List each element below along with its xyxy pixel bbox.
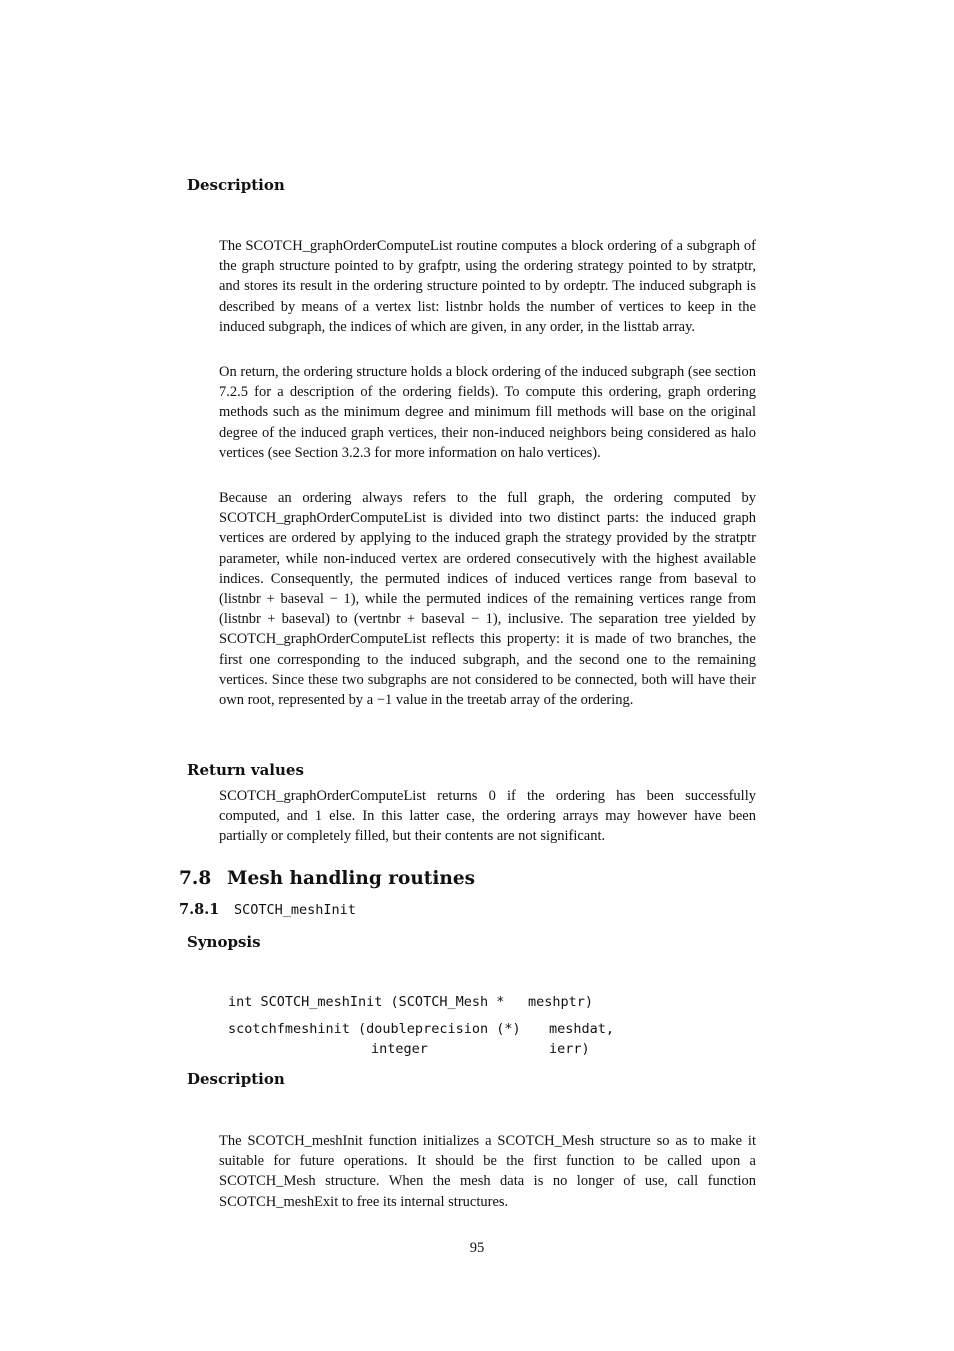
page-number: 95: [469, 1240, 485, 1256]
subsection-title: SCOTCH_meshInit: [234, 902, 356, 918]
return-values-paragraph: SCOTCH_graphOrderComputeList returns 0 if the ordering has been successfully computed, and 1 else. In this latter case, the ordering arrays may however have been partially or completely filled, but their contents are not significant.: [219, 788, 756, 845]
synopsis-heading: Synopsis: [187, 933, 261, 951]
fortran-prototype: scotchfmeshinit (doubleprecision (*): [228, 1021, 521, 1037]
description-heading: Description: [187, 176, 285, 194]
fortran-type-2: integer: [371, 1041, 428, 1057]
subsection-number: 7.8.1: [179, 901, 220, 918]
section-number: 7.8: [179, 868, 212, 889]
description-2-paragraph: The SCOTCH_meshInit function initializes a SCOTCH_Mesh structure so as to make it suitable for future operations. It should be the first function to be called upon a SCOTCH_Mesh structure. When the mesh data is no longer of use, call function SCOTCH_meshExit to free its internal structures.: [219, 1133, 756, 1210]
fortran-arg-1: meshdat,: [549, 1021, 615, 1037]
description-paragraph-1: The SCOTCH_graphOrderComputeList routine computes a block ordering of a subgraph of the graph structure pointed to by grafptr, using the ordering strategy pointed to by stratptr, and stores its result in the ordering structure pointed to by ordeptr. The induced subgraph is described by means of a vertex list: listnbr holds the number of vertices to keep in the induced subgraph, the indices of which are given, in any order, in the listtab array.: [219, 238, 756, 335]
subsection-heading: [179, 901, 356, 918]
return-values-heading: Return values: [187, 761, 304, 779]
section-heading: [179, 868, 475, 889]
c-prototype-arg: meshptr): [528, 994, 594, 1010]
description-paragraph-3: Because an ordering always refers to the full graph, the ordering computed by SCOTCH_graphOrderComputeList is divided into two distinct parts: the induced graph vertices are ordered by applying to the induced graph the strategy provided by the stratptr parameter, while non-induced vertex are ordered consecutively with the highest available indices. Consequently, the permuted indices of induced vertices range from baseval to (listnbr + baseval − 1), while the permuted indices of the remaining vertices range from (listnbr + baseval) to (vertnbr + baseval − 1), inclusive. The separation tree yielded by SCOTCH_graphOrderComputeList reflects this property: it is made of two branches, the first one corresponding to the induced subgraph, and the second one to the remaining vertices. Since these two subgraphs are not considered to be connected, both will have their own root, represented by a −1 value in the treetab array of the ordering.: [219, 490, 756, 709]
section-title: Mesh handling routines: [227, 868, 476, 889]
c-prototype: int SCOTCH_meshInit (SCOTCH_Mesh *: [228, 994, 505, 1010]
fortran-arg-2: ierr): [549, 1041, 590, 1057]
description-heading-2: Description: [187, 1070, 285, 1088]
description-paragraph-2: On return, the ordering structure holds a block ordering of the induced subgraph (see section 7.2.5 for a description of the ordering fields). To compute this ordering, graph ordering methods such as the minimum degree and minimum fill methods will base on the original degree of the induced graph vertices, their non-induced neighbors being considered as halo vertices (see Section 3.2.3 for more information on halo vertices).: [219, 364, 756, 461]
